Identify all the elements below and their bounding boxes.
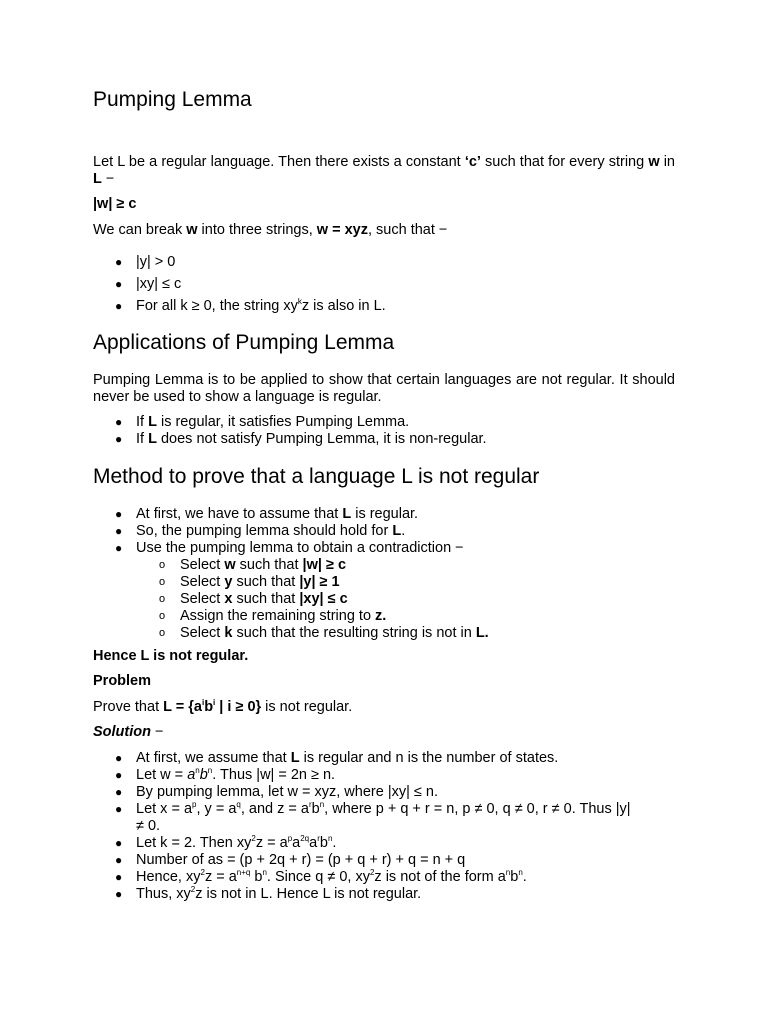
intro-paragraph: Let L be a regular language. Then there exists a constant ‘c’ such that for every string w in L − (93, 154, 675, 187)
bullet-icon: ● (115, 802, 123, 816)
problem-statement: Prove that $L = \{a^ib^i$ | i ≥ 0} is not regular. (93, 698, 353, 715)
list-item: ● Number of as = (p + 2q + r) = (p + q + r) + q = n + q (115, 852, 466, 868)
list-item: ● Thus, $xy^2z$ is not in L. Hence L is not regular. (115, 885, 422, 902)
section-title-applications: Applications of Pumping Lemma (93, 331, 395, 354)
bullet-icon: ● (115, 836, 123, 850)
list-item: ● At first, we assume that L is regular and n is the number of states. (115, 750, 559, 766)
list-item: ● |y| > 0 (115, 254, 176, 270)
bullet-icon: ● (115, 299, 123, 313)
list-item: ● By pumping lemma, let w = xyz, where |xy| ≤ n. (115, 784, 438, 800)
circle-bullet-icon: o (159, 627, 166, 639)
bullet-icon: ● (115, 541, 123, 555)
bullet-icon: ● (115, 255, 123, 269)
circle-bullet-icon: o (159, 559, 166, 571)
bullet-icon: ● (115, 432, 123, 446)
bullet-icon: ● (115, 751, 123, 765)
sub-list-item: o Select k such that the resulting string is not in L. (159, 625, 489, 641)
bullet-icon: ● (115, 853, 123, 867)
applications-paragraph: Pumping Lemma is to be applied to show that certain languages are not regular. It should never be used to show a language is regular. (93, 372, 675, 405)
sub-list-item: o Select w such that |w| ≥ c (159, 557, 347, 573)
length-condition: |w| ≥ c (93, 196, 137, 212)
bullet-icon: ● (115, 507, 123, 521)
list-item: ● Let $w = a^nb^n$. Thus |w| = 2n ≥ n. (115, 766, 336, 783)
list-item: ● Hence, $xy^2z = a^{n+q}$ $b^n$. Since q ≠ 0, $xy^2z$ is not of the form $a^nb^n$. (115, 868, 527, 885)
bullet-icon: ● (115, 768, 123, 782)
circle-bullet-icon: o (159, 610, 166, 622)
list-item: ● Let $x = a^p$, $y = a^q$, and $z = a^rb^n$, where p + q + r = n, p ≠ 0, q ≠ 0, r ≠ 0. Thus |y| ≠ 0. (115, 800, 631, 834)
list-item: ● If L does not satisfy Pumping Lemma, it is non-regular. (115, 431, 487, 447)
bullet-icon: ● (115, 887, 123, 901)
sub-list-item: o Assign the remaining string to z. (159, 608, 387, 624)
bullet-icon: ● (115, 785, 123, 799)
sub-list-item: o Select x such that |xy| ≤ c (159, 591, 348, 607)
sub-list-item: o Select y such that |y| ≥ 1 (159, 574, 340, 590)
bullet-icon: ● (115, 277, 123, 291)
list-item: ● Use the pumping lemma to obtain a contradiction − (115, 540, 464, 556)
solution-heading: Solution − (93, 724, 164, 740)
list-item: ● So, the pumping lemma should hold for L. (115, 523, 406, 539)
conclusion-text: Hence L is not regular. (93, 648, 249, 664)
circle-bullet-icon: o (159, 593, 166, 605)
list-item: ● If L is regular, it satisfies Pumping Lemma. (115, 414, 410, 430)
bullet-icon: ● (115, 524, 123, 538)
list-item: ● For all k ≥ 0, the string $xy^kz$ is also in L. (115, 297, 386, 314)
list-item: ● Let k = 2. Then $xy^2z = a^pa^{2q}a^rb^n$. (115, 834, 337, 851)
section-title-pumping-lemma: Pumping Lemma (93, 88, 252, 111)
problem-heading: Problem (93, 673, 152, 689)
list-item: ● At first, we have to assume that L is regular. (115, 506, 419, 522)
circle-bullet-icon: o (159, 576, 166, 588)
list-item: ● |xy| ≤ c (115, 276, 182, 292)
bullet-icon: ● (115, 870, 123, 884)
section-title-method: Method to prove that a language L is not regular (93, 465, 540, 488)
bullet-icon: ● (115, 415, 123, 429)
break-statement: We can break w into three strings, w = xyz, such that − (93, 222, 448, 238)
